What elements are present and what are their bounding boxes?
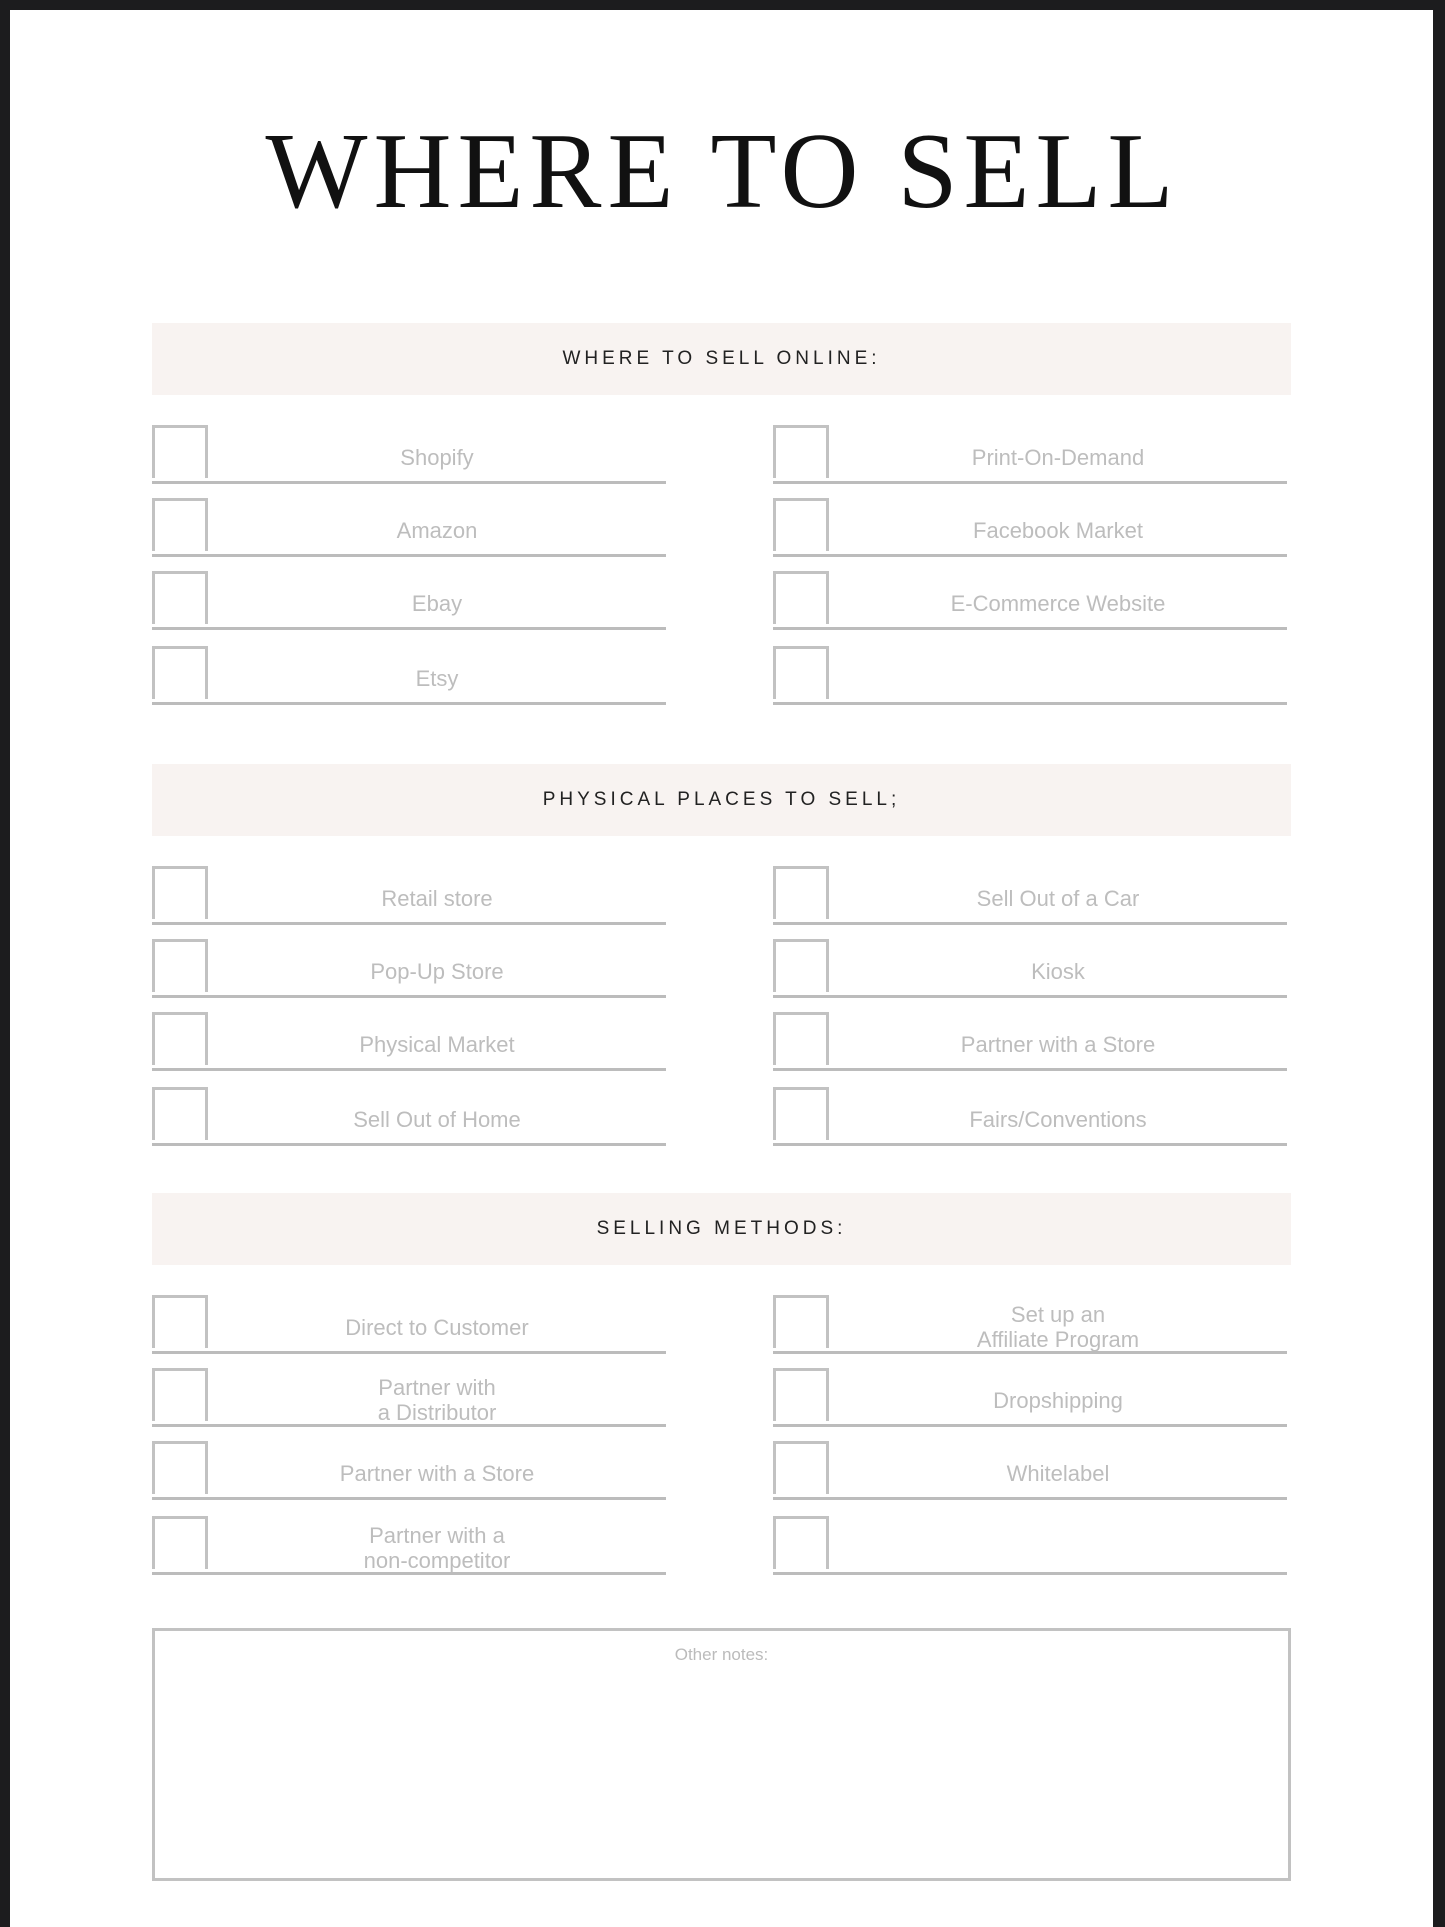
checklist-item: [152, 425, 666, 484]
checklist-item-label[interactable]: Amazon: [396, 517, 478, 543]
checklist-item-label[interactable]: Dropshipping: [993, 1387, 1123, 1413]
checklist-item-label[interactable]: Whitelabel: [1006, 1460, 1110, 1486]
checkbox[interactable]: [152, 498, 208, 551]
checklist-item: [773, 866, 1287, 925]
checklist-item: [152, 1087, 666, 1146]
checkbox[interactable]: [773, 1295, 829, 1348]
checkbox[interactable]: [773, 1087, 829, 1140]
checklist-item-label[interactable]: [829, 646, 1287, 702]
checklist-item: [773, 1441, 1287, 1500]
checklist-item-label[interactable]: Set up an Affiliate Program: [976, 1302, 1140, 1352]
checkbox[interactable]: [773, 1441, 829, 1494]
checkbox[interactable]: [773, 571, 829, 624]
checklist-item: [152, 1516, 666, 1575]
checkbox[interactable]: [773, 498, 829, 551]
checklist-item: [152, 1368, 666, 1427]
checklist-item-label[interactable]: Physical Market: [359, 1031, 515, 1057]
checkbox[interactable]: [152, 1441, 208, 1494]
checkbox[interactable]: [152, 646, 208, 699]
checklist-item: [773, 1516, 1287, 1575]
checkbox[interactable]: [152, 1087, 208, 1140]
checklist-item: [152, 1295, 666, 1354]
checklist-item-label[interactable]: Sell Out of Home: [353, 1106, 521, 1132]
checklist-item-label[interactable]: Shopify: [400, 444, 474, 470]
checklist-item: [152, 1441, 666, 1500]
checkbox[interactable]: [152, 1012, 208, 1065]
checklist-item: [773, 1087, 1287, 1146]
checklist-item-label[interactable]: [829, 1516, 1287, 1572]
checklist-item-label[interactable]: Partner with a non-competitor: [363, 1523, 511, 1573]
checkbox[interactable]: [773, 939, 829, 992]
checklist-item-label[interactable]: Partner with a Store: [960, 1031, 1156, 1057]
section-heading: WHERE TO SELL ONLINE:: [152, 323, 1291, 395]
checkbox[interactable]: [773, 1012, 829, 1065]
checkbox[interactable]: [773, 866, 829, 919]
checklist-item: [152, 866, 666, 925]
checklist-item-label[interactable]: Partner with a Distributor: [377, 1375, 497, 1425]
checkbox[interactable]: [152, 1516, 208, 1569]
checklist-item: [152, 939, 666, 998]
checklist-item: [773, 498, 1287, 557]
checkbox[interactable]: [152, 1295, 208, 1348]
checklist-item-label[interactable]: E-Commerce Website: [950, 590, 1166, 616]
checklist-item: [152, 646, 666, 705]
checkbox[interactable]: [773, 1516, 829, 1569]
checkbox[interactable]: [152, 425, 208, 478]
checklist-item: [152, 498, 666, 557]
checklist-item-label[interactable]: Etsy: [415, 665, 459, 691]
checklist-item: [773, 571, 1287, 630]
checkbox[interactable]: [773, 646, 829, 699]
checklist-item: [152, 1012, 666, 1071]
checklist-item: [773, 1012, 1287, 1071]
other-notes-box[interactable]: [152, 1628, 1291, 1881]
checklist-item: [773, 425, 1287, 484]
checklist-item-label[interactable]: Pop-Up Store: [370, 958, 504, 984]
other-notes-label: Other notes:: [674, 1645, 769, 1664]
checkbox[interactable]: [773, 1368, 829, 1421]
checkbox[interactable]: [152, 1368, 208, 1421]
checklist-item-label[interactable]: Sell Out of a Car: [976, 885, 1140, 911]
section-heading: SELLING METHODS:: [152, 1193, 1291, 1265]
checklist-item-label[interactable]: Partner with a Store: [339, 1460, 535, 1486]
page-title: WHERE TO SELL: [265, 112, 1180, 231]
checkbox[interactable]: [773, 425, 829, 478]
checklist-item: [773, 1295, 1287, 1354]
checklist-item: [773, 1368, 1287, 1427]
checklist-item: [773, 646, 1287, 705]
checklist-item-label[interactable]: Retail store: [381, 885, 493, 911]
checklist-item-label[interactable]: Kiosk: [1031, 958, 1085, 984]
checklist-item: [773, 939, 1287, 998]
checkbox[interactable]: [152, 939, 208, 992]
checkbox[interactable]: [152, 866, 208, 919]
checklist-item-label[interactable]: Print-On-Demand: [971, 444, 1145, 470]
checklist-item-label[interactable]: Facebook Market: [973, 517, 1143, 543]
checklist-item-label[interactable]: Ebay: [411, 590, 463, 616]
checkbox[interactable]: [152, 571, 208, 624]
checklist-item-label[interactable]: Direct to Customer: [345, 1314, 529, 1340]
section-heading: PHYSICAL PLACES TO SELL;: [152, 764, 1291, 836]
checklist-item-label[interactable]: Fairs/Conventions: [969, 1106, 1147, 1132]
checklist-item: [152, 571, 666, 630]
